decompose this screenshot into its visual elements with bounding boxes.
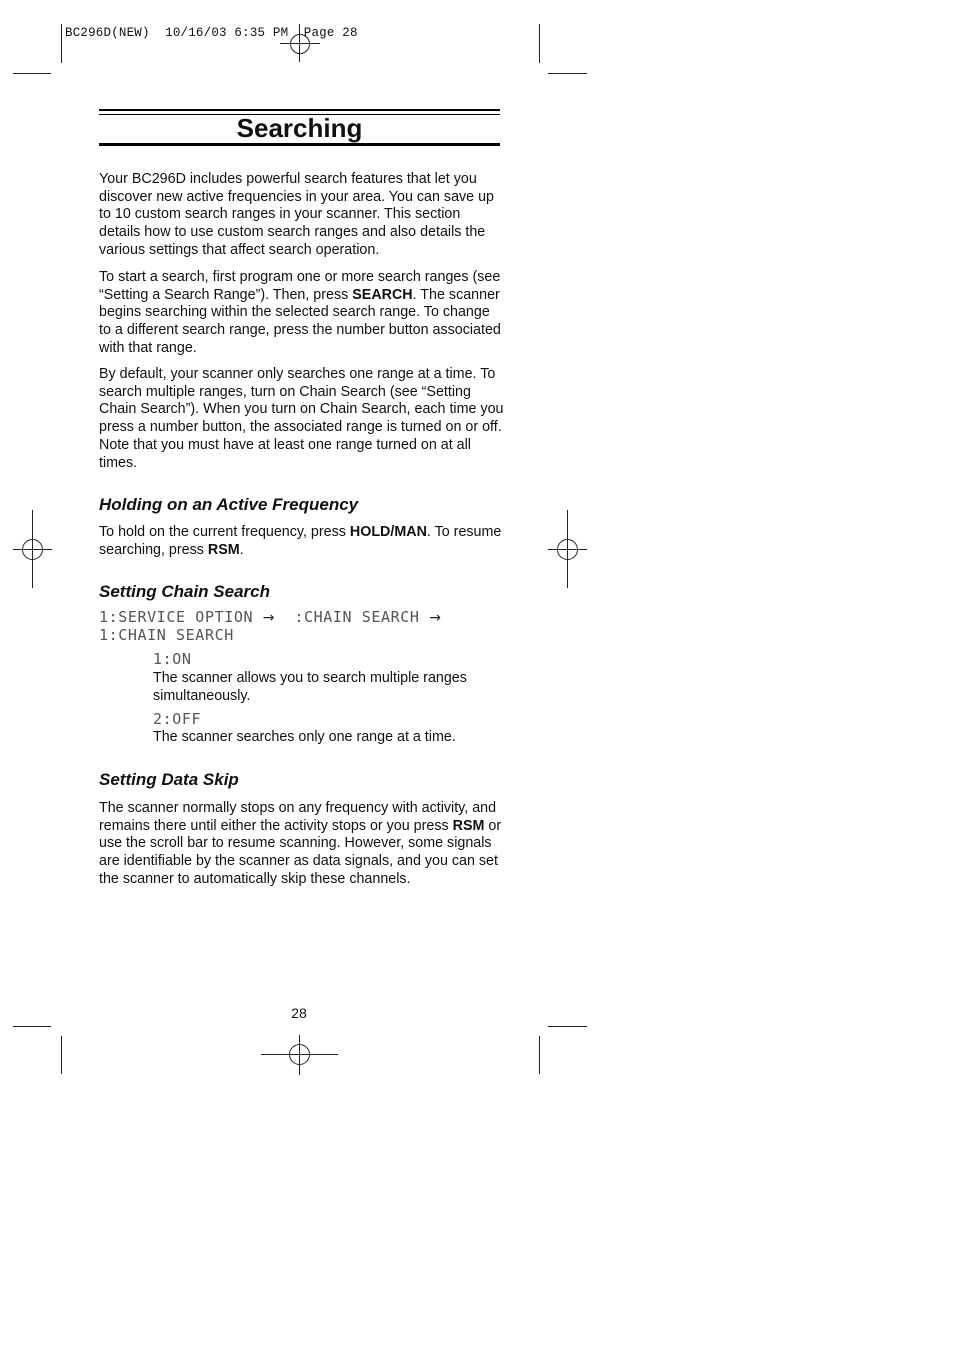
rsm-key-label-2: RSM (452, 817, 485, 834)
page-title: Searching (236, 113, 363, 143)
option-off-description: The scanner searches only one range at a time. (153, 729, 456, 745)
registration-mark-left-circle (22, 539, 43, 560)
menu-arrow-1: → (262, 610, 276, 626)
print-slug: BC296D(NEW) 10/16/03 6:35 PM Page 28 (65, 26, 358, 40)
hold-man-key-label: HOLD/MAN (349, 524, 427, 540)
title-rule-bottom (99, 143, 500, 146)
crop-mark-top-right-vertical (539, 24, 540, 63)
option-on-description: The scanner allows you to search multiple ranges simultaneously. (153, 670, 467, 704)
intro-paragraph-2 (99, 269, 504, 358)
holding-paragraph (99, 524, 504, 559)
option-on-code: 1:ON (153, 650, 192, 668)
crop-mark-top-left-vertical (61, 24, 62, 63)
registration-mark-bottom-circle (289, 1044, 310, 1065)
holding-text-c: . To resume searching, press (99, 524, 502, 558)
option-off-code: 2:OFF (153, 710, 202, 728)
heading-data-skip: Setting Data Skip (99, 770, 239, 789)
crop-mark-bottom-left-horizontal (13, 1026, 51, 1027)
holding-text-e: . (239, 541, 244, 558)
intro-paragraph-1 (99, 171, 504, 260)
title-rule-top (99, 109, 500, 111)
heading-chain-search: Setting Chain Search (99, 582, 270, 601)
intro-paragraph-3-text: By default, your scanner only searches one range at a time. To search multiple ranges, turn on Chain Search (see “Setting Chain Search”). When you turn on Chain Search, each time you press a number button, the associated range is turned on or off. Note that you must have at least one range turned on at all times. (99, 366, 504, 471)
page-number: 28 (291, 1005, 307, 1021)
data-skip-text-a: The scanner normally stops on any frequency with activity, and remains there until either the activity stops or you press (99, 800, 497, 834)
menu-service-option: 1:SERVICE OPTION (99, 608, 254, 626)
crop-mark-top-right-horizontal (548, 73, 587, 74)
menu-chain-search: :CHAIN SEARCH (294, 608, 420, 626)
search-key-label: SEARCH (352, 286, 413, 303)
menu-path-line-1 (99, 608, 442, 626)
data-skip-text-c: or use the scroll bar to resume scanning. However, some signals are identifiable by the scanner as data signals, and you can set the scanner to automatically skip these channels. (99, 817, 502, 887)
heading-holding: Holding on an Active Frequency (99, 495, 359, 514)
rsm-key-label: RSM (207, 541, 240, 558)
menu-path-line-2: 1:CHAIN SEARCH (99, 626, 234, 644)
intro-paragraph-2-text-a: To start a search, first program one or more search ranges (see “Setting a Search Range”). Then, press (99, 269, 501, 303)
intro-paragraph-3 (99, 366, 504, 472)
registration-mark-right-circle (557, 539, 578, 560)
holding-text-a: To hold on the current frequency, press (99, 524, 350, 540)
data-skip-paragraph (99, 800, 504, 889)
crop-mark-bottom-right-horizontal (548, 1026, 587, 1027)
crop-mark-bottom-right-vertical (539, 1036, 540, 1074)
menu-arrow-2: → (429, 610, 442, 626)
crop-mark-top-left-horizontal (13, 73, 51, 74)
intro-paragraph-2-text-c: . The scanner begins searching within the selected search range. To change to a different search range, press the number button associated with that range. (99, 286, 501, 356)
intro-paragraph-1-text: Your BC296D includes powerful search features that let you discover new active frequencies in your area. You can save up to 10 custom search ranges in your scanner. This section details how to use custom search ranges and also details the various settings that affect search operation. (99, 171, 494, 258)
crop-mark-bottom-left-vertical (61, 1036, 62, 1074)
